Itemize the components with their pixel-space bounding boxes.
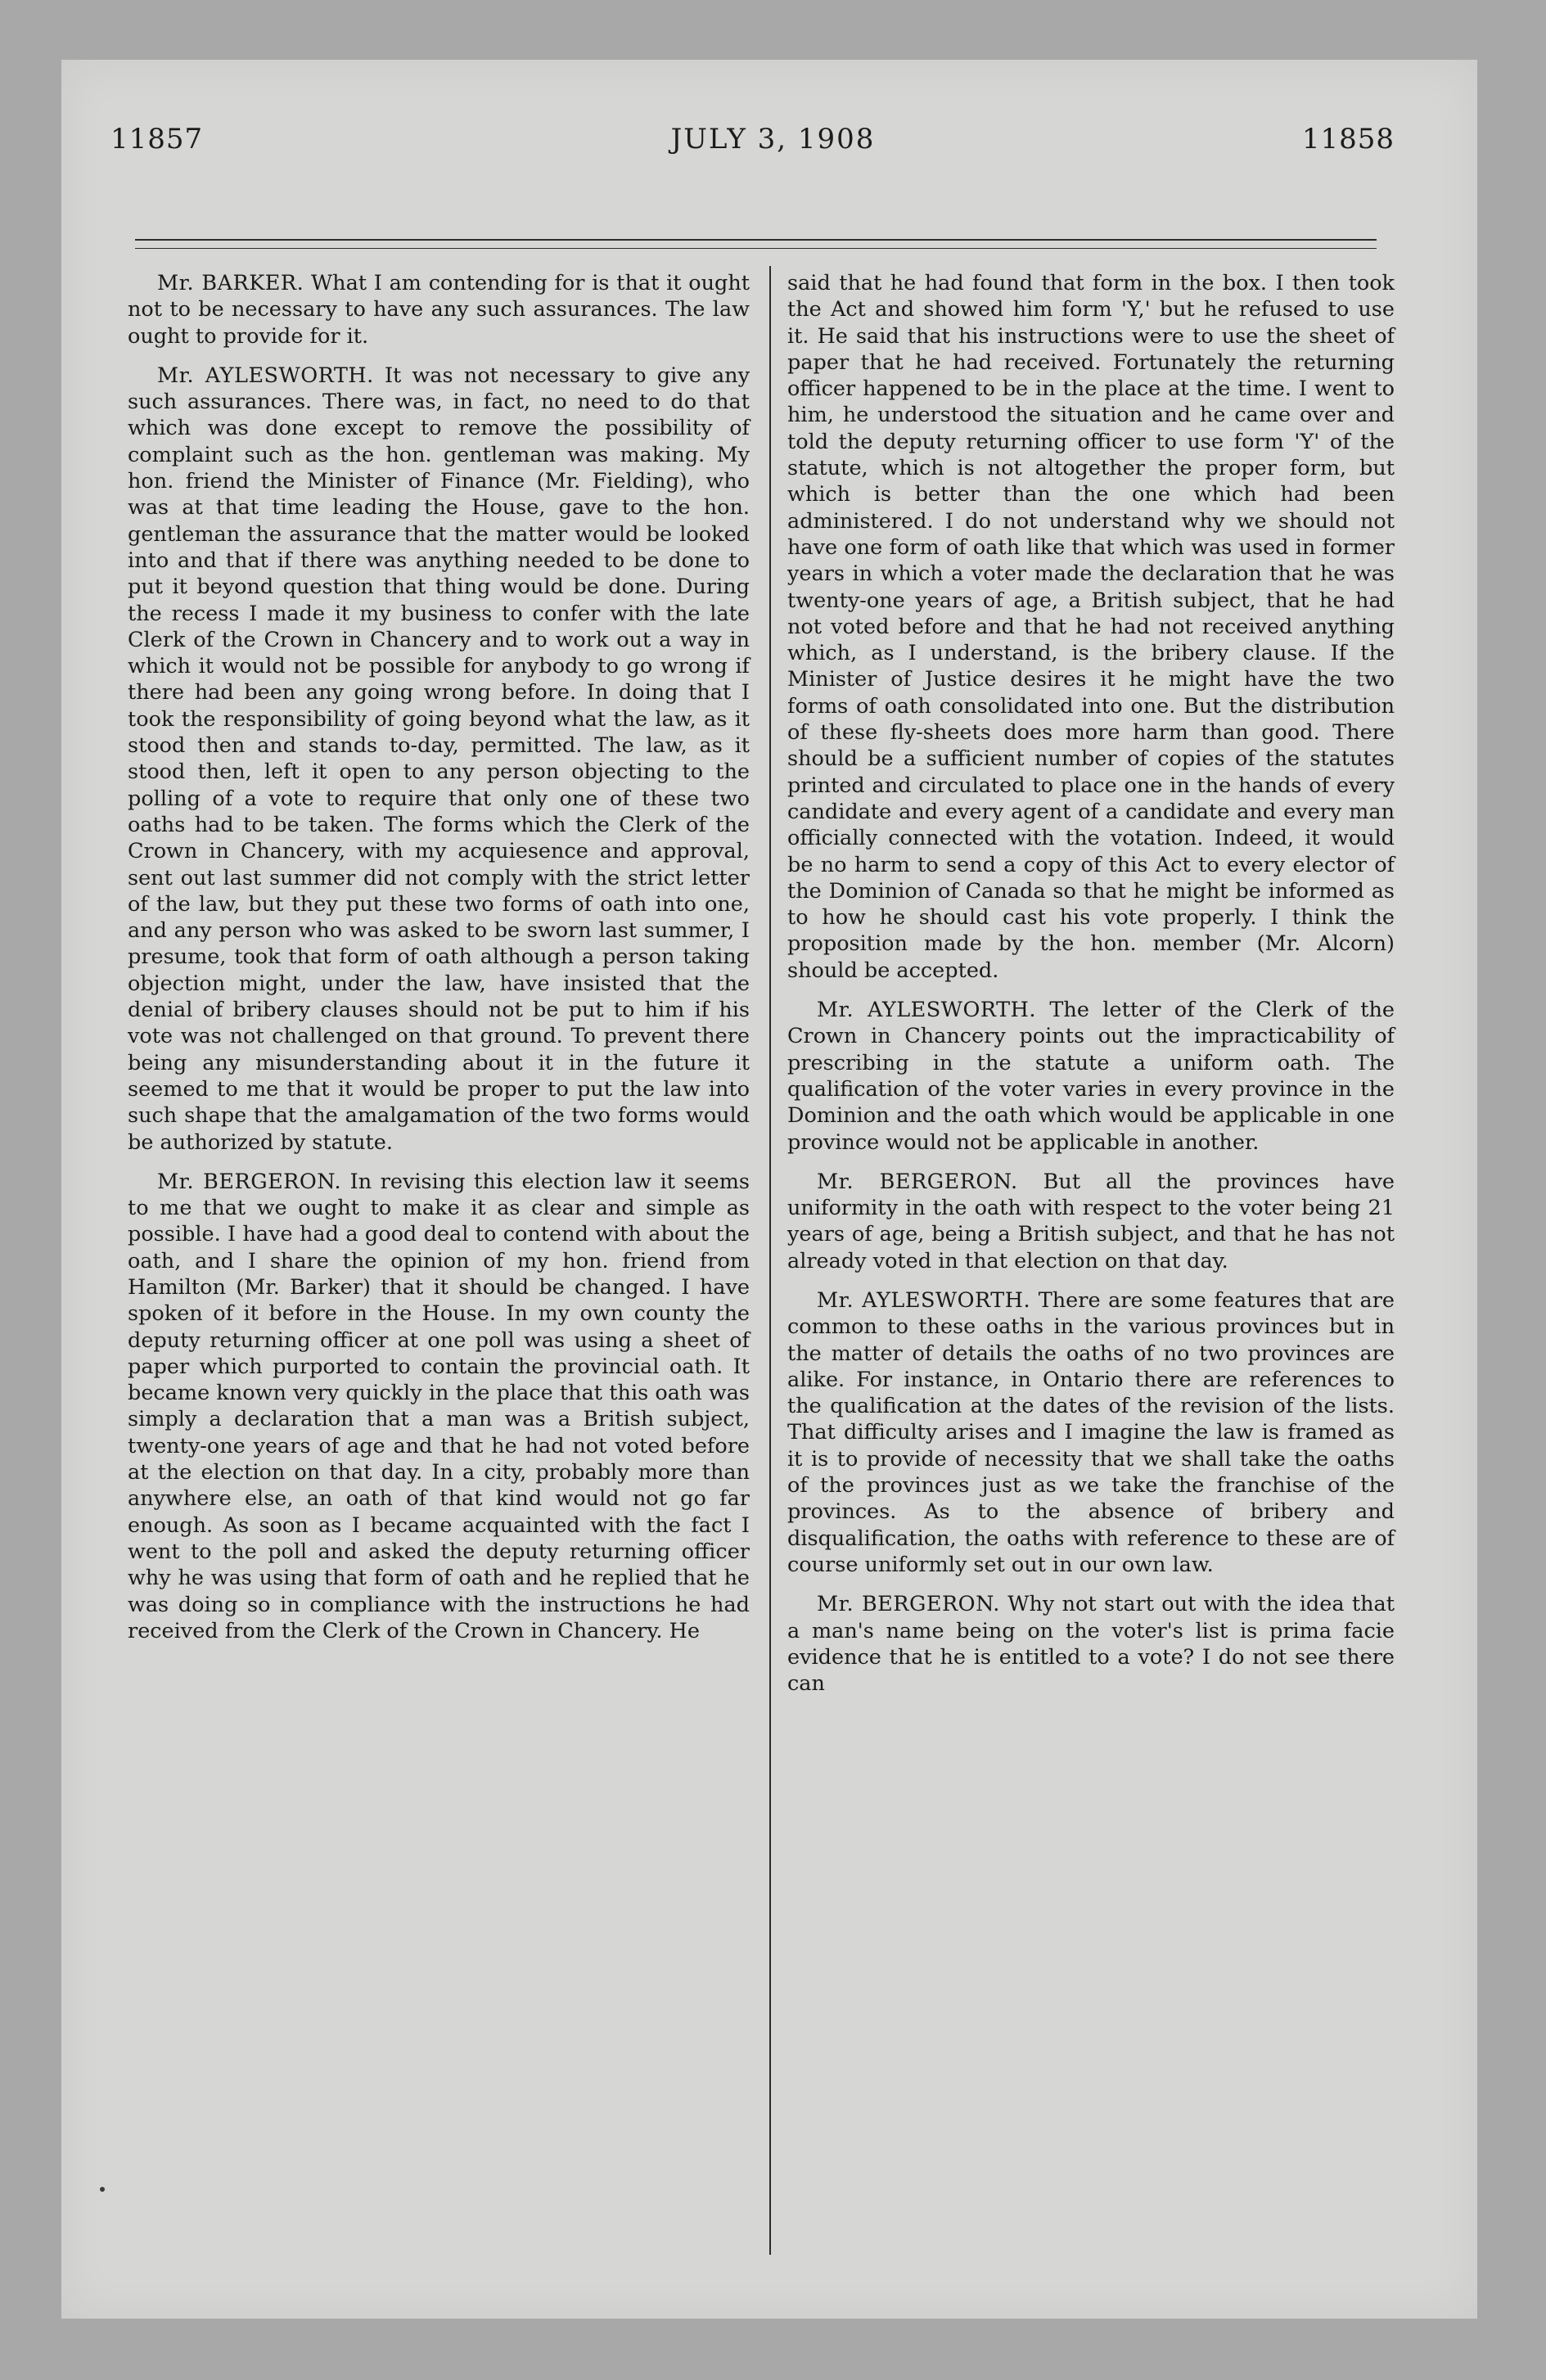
speaker-name: Mr. BERGERON.: [817, 1592, 1000, 1617]
paragraph-text: There are some features that are common to these oaths in the various provinces but in the matter of details the oaths of no two provinces are alike. For instance, in Ontario there are references to the qualification at the dates of the revision of the lists. That difficulty arises and I imagine the law is framed as it is to provide of necessity that we shall take the oaths of the provinces just as we take the franchise of the provinces. As to the absence of bribery and disqualification, the oaths with reference to these are of course uniformly set out in our own law.: [787, 1287, 1395, 1577]
ink-speck: [100, 2187, 105, 2192]
paragraph: [787, 1169, 1395, 1274]
header-rule-top: [135, 239, 1377, 241]
paragraph-text: Why not start out with the idea that a man's name being on the voter's list is prima facie evidence that he is entitled to a vote? I do not see there can: [787, 1592, 1395, 1697]
speaker-name: Mr. AYLESWORTH.: [817, 1287, 1031, 1313]
speaker-name: Mr. AYLESWORTH.: [157, 363, 374, 388]
speaker-name: Mr. AYLESWORTH.: [817, 998, 1036, 1023]
paragraph-text: In revising this election law it seems to me that we ought to make it as clear and simple as possible. I have had a good deal to contend with about the oath, and I share the opinion of my hon. friend from Hamilton (Mr. Barker) that it should be changed. I have spoken of it before in the House. In my own county the deputy returning officer at one poll was using a sheet of paper which purported to contain the provincial oath. It became known very quickly in the place that this oath was simply a declaration that a man was a British subject, twenty-one years of age and that he had not voted before at the election on that day. In a city, probably more than anywhere else, an oath of that kind would not go far enough. As soon as I became acquainted with the fact I went to the poll and asked the deputy returning officer why he was using that form of oath and he replied that he was doing so in compliance with the instructions he had received from the Clerk of the Crown in Chancery. He: [128, 1169, 750, 1643]
paragraph-text: It was not necessary to give any such assurances. There was, in fact, no need to do that which was done except to remove the possibility of complaint such as the hon. gentleman was making. My hon. friend the Minister of Finance (Mr. Fielding), who was at that time leading the House, gave to the hon. gentleman the assurance that the matter would be looked into and that if there was anything needed to be done to put it beyond question that thing would be done. During the recess I made it my business to confer with the late Clerk of the Crown in Chancery and to work out a way in which it would not be possible for anybody to go wrong if there had been any going wrong before. In doing that I took the responsibility of going beyond what the law, as it stood then and stands to-day, permitted. The law, as it stood then, left it open to any person objecting to the polling of a vote to require that only one of these two oaths had to be taken. The forms which the Clerk of the Crown in Chancery, with my acquiesence and approval, sent out last summer did not comply with the strict letter of the law, but they put these two forms of oath into one, and any person who was asked to be sworn last summer, I presume, took that form of oath although a person taking objection might, under the law, have insisted that the denial of bribery clauses should not be put to him if his vote was not challenged on that ground. To prevent there being any misunderstanding about it in the future it seemed to me that it would be proper to put the law into such shape that the amalgamation of the two forms would be authorized by statute.: [128, 363, 750, 1155]
paragraph-text: But all the provinces have uniformity in the oath with respect to the voter being 21 years of age, being a British subject, and that he has not already voted in that election on that day.: [787, 1169, 1395, 1273]
paragraph-text: said that he had found that form in the box. I then took the Act and showed him form 'Y,' but he refused to use it. He said that his instructions were to use the sheet of paper that he had received. Fortunately the returning officer happened to be in the place at the time. I went to him, he understood the situation and he came over and told the deputy returning officer to use form 'Y' of the statute, which is not altogether the proper form, but which is better than the one which had been administered. I do not understand why we should not have one form of oath like that which was used in former years in which a voter made the declaration that he was twenty-one years of age, a British subject, that he had not voted before and that he had not received anything which, as I understand, is the bribery clause. If the Minister of Justice desires it he might have the two forms of oath consolidated into one. But the distribution of these fly-sheets does more harm than good. There should be a sufficient number of copies of the statutes printed and circulated to place one in the hands of every candidate and every agent of a candidate and every man officially connected with the votation. Indeed, it would be no harm to send a copy of this Act to every elector of the Dominion of Canada so that he might be informed as to how he should cast his vote properly. I think the proposition made by the hon. member (Mr. Alcorn) should be accepted.: [787, 271, 1395, 983]
paragraph: [128, 363, 750, 1156]
paragraph-text: What I am contending for is that it ought not to be necessary to have any such assurances. The law ought to provide for it.: [128, 271, 750, 349]
speaker-name: Mr. BERGERON.: [157, 1169, 342, 1194]
paragraph: [787, 997, 1395, 1156]
paragraph: [787, 1591, 1395, 1697]
page-date: JULY 3, 1908: [670, 123, 876, 156]
page-number-left: 11857: [110, 123, 204, 156]
paragraph: [128, 1169, 750, 1644]
paragraph-text: The letter of the Clerk of the Crown in Chancery points out the impracticability of prescribing in the statute a uniform oath. The qualification of the voter varies in every province in the Dominion and the oath which would be applicable in one province would not be applicable in another.: [787, 998, 1395, 1155]
column-divider: [769, 266, 771, 2255]
paragraph: [128, 270, 750, 349]
speaker-name: Mr. BERGERON.: [817, 1169, 1018, 1194]
paragraph: [787, 270, 1395, 984]
page-number-right: 11858: [1301, 123, 1395, 156]
right-column: [787, 270, 1395, 1710]
header-rule-bottom: [135, 248, 1377, 249]
left-column: [128, 270, 750, 1657]
paragraph: [787, 1287, 1395, 1578]
speaker-name: Mr. BARKER.: [157, 271, 304, 295]
